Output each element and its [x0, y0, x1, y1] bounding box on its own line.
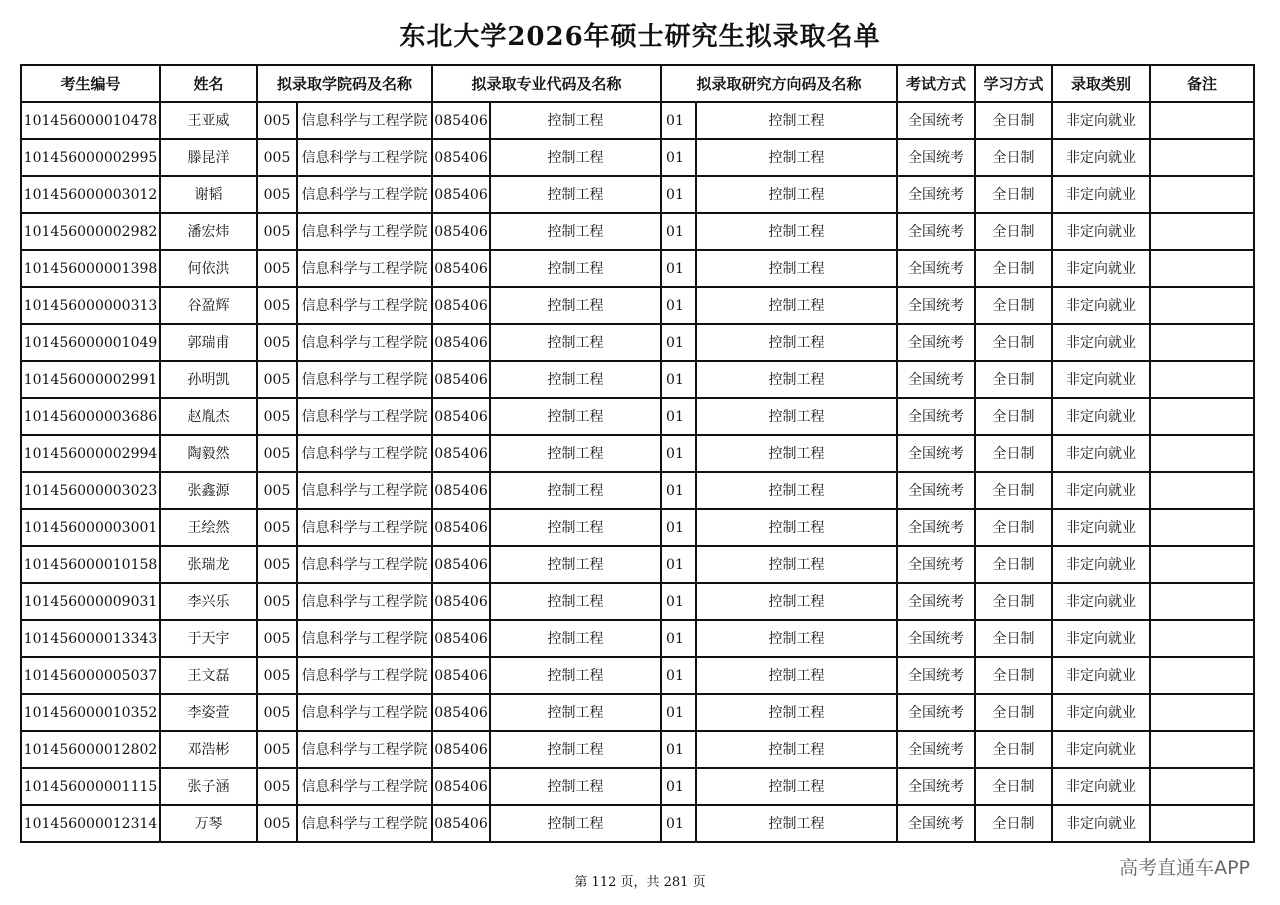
- cell-candidate-id: 101456000010478: [21, 102, 160, 139]
- cell-category: 非定向就业: [1052, 694, 1150, 731]
- cell-study-mode: 全日制: [975, 398, 1052, 435]
- cell-category: 非定向就业: [1052, 398, 1150, 435]
- cell-name: 王文磊: [160, 657, 257, 694]
- cell-category: 非定向就业: [1052, 287, 1150, 324]
- cell-exam-mode: 全国统考: [897, 287, 975, 324]
- cell-study-mode: 全日制: [975, 731, 1052, 768]
- cell-college-name: 信息科学与工程学院: [297, 139, 432, 176]
- cell-candidate-id: 101456000001049: [21, 324, 160, 361]
- cell-direction-code: 01: [661, 324, 696, 361]
- header-category: 录取类别: [1052, 65, 1150, 102]
- cell-major-name: 控制工程: [490, 472, 661, 509]
- cell-direction-code: 01: [661, 361, 696, 398]
- cell-major-name: 控制工程: [490, 324, 661, 361]
- cell-direction-code: 01: [661, 731, 696, 768]
- cell-name: 陶毅然: [160, 435, 257, 472]
- cell-name: 潘宏炜: [160, 213, 257, 250]
- cell-name: 李兴乐: [160, 583, 257, 620]
- cell-college-name: 信息科学与工程学院: [297, 657, 432, 694]
- cell-direction-name: 控制工程: [696, 176, 897, 213]
- cell-major-code: 085406: [432, 768, 490, 805]
- cell-category: 非定向就业: [1052, 546, 1150, 583]
- cell-candidate-id: 101456000010352: [21, 694, 160, 731]
- cell-direction-name: 控制工程: [696, 361, 897, 398]
- cell-major-name: 控制工程: [490, 694, 661, 731]
- cell-direction-code: 01: [661, 694, 696, 731]
- cell-direction-code: 01: [661, 250, 696, 287]
- cell-college-code: 005: [257, 176, 297, 213]
- cell-direction-name: 控制工程: [696, 287, 897, 324]
- cell-direction-code: 01: [661, 398, 696, 435]
- cell-name: 滕昆洋: [160, 139, 257, 176]
- cell-major-name: 控制工程: [490, 213, 661, 250]
- cell-direction-name: 控制工程: [696, 731, 897, 768]
- cell-college-code: 005: [257, 583, 297, 620]
- cell-exam-mode: 全国统考: [897, 472, 975, 509]
- cell-major-code: 085406: [432, 176, 490, 213]
- cell-college-name: 信息科学与工程学院: [297, 361, 432, 398]
- cell-remark: [1150, 731, 1254, 768]
- cell-college-name: 信息科学与工程学院: [297, 472, 432, 509]
- header-major: 拟录取专业代码及名称: [432, 65, 661, 102]
- cell-major-name: 控制工程: [490, 435, 661, 472]
- cell-remark: [1150, 768, 1254, 805]
- cell-study-mode: 全日制: [975, 546, 1052, 583]
- table-header-row: [21, 65, 1254, 102]
- cell-remark: [1150, 139, 1254, 176]
- cell-college-name: 信息科学与工程学院: [297, 546, 432, 583]
- watermark: 高考直通车APP: [1119, 857, 1250, 879]
- cell-direction-code: 01: [661, 213, 696, 250]
- cell-name: 于天宇: [160, 620, 257, 657]
- cell-college-name: 信息科学与工程学院: [297, 509, 432, 546]
- table-row: [21, 398, 1254, 435]
- cell-major-code: 085406: [432, 324, 490, 361]
- cell-category: 非定向就业: [1052, 657, 1150, 694]
- cell-direction-code: 01: [661, 583, 696, 620]
- header-remark: 备注: [1150, 65, 1254, 102]
- cell-direction-name: 控制工程: [696, 694, 897, 731]
- cell-candidate-id: 101456000012314: [21, 805, 160, 842]
- cell-remark: [1150, 250, 1254, 287]
- cell-major-name: 控制工程: [490, 657, 661, 694]
- cell-direction-name: 控制工程: [696, 435, 897, 472]
- table-row: [21, 768, 1254, 805]
- cell-college-code: 005: [257, 139, 297, 176]
- cell-remark: [1150, 213, 1254, 250]
- cell-direction-name: 控制工程: [696, 250, 897, 287]
- cell-exam-mode: 全国统考: [897, 324, 975, 361]
- table-row: [21, 472, 1254, 509]
- cell-college-code: 005: [257, 398, 297, 435]
- cell-major-name: 控制工程: [490, 805, 661, 842]
- cell-direction-name: 控制工程: [696, 398, 897, 435]
- cell-remark: [1150, 509, 1254, 546]
- cell-college-code: 005: [257, 472, 297, 509]
- cell-major-name: 控制工程: [490, 546, 661, 583]
- admission-table: [20, 64, 1255, 843]
- cell-direction-code: 01: [661, 509, 696, 546]
- cell-name: 孙明凯: [160, 361, 257, 398]
- cell-category: 非定向就业: [1052, 583, 1150, 620]
- cell-category: 非定向就业: [1052, 472, 1150, 509]
- cell-major-name: 控制工程: [490, 287, 661, 324]
- cell-college-name: 信息科学与工程学院: [297, 620, 432, 657]
- cell-major-code: 085406: [432, 657, 490, 694]
- cell-candidate-id: 101456000002982: [21, 213, 160, 250]
- cell-direction-name: 控制工程: [696, 509, 897, 546]
- cell-college-code: 005: [257, 324, 297, 361]
- cell-name: 张子涵: [160, 768, 257, 805]
- cell-remark: [1150, 398, 1254, 435]
- cell-candidate-id: 101456000003023: [21, 472, 160, 509]
- cell-candidate-id: 101456000003686: [21, 398, 160, 435]
- cell-direction-code: 01: [661, 287, 696, 324]
- table-row: [21, 250, 1254, 287]
- cell-college-code: 005: [257, 287, 297, 324]
- cell-college-code: 005: [257, 213, 297, 250]
- cell-direction-code: 01: [661, 620, 696, 657]
- cell-category: 非定向就业: [1052, 176, 1150, 213]
- cell-major-name: 控制工程: [490, 768, 661, 805]
- cell-study-mode: 全日制: [975, 620, 1052, 657]
- cell-college-name: 信息科学与工程学院: [297, 324, 432, 361]
- cell-college-name: 信息科学与工程学院: [297, 694, 432, 731]
- cell-direction-code: 01: [661, 102, 696, 139]
- cell-major-code: 085406: [432, 583, 490, 620]
- cell-direction-code: 01: [661, 435, 696, 472]
- cell-exam-mode: 全国统考: [897, 620, 975, 657]
- header-direction: 拟录取研究方向码及名称: [661, 65, 897, 102]
- header-candidate-id: 考生编号: [21, 65, 160, 102]
- cell-major-name: 控制工程: [490, 731, 661, 768]
- cell-remark: [1150, 694, 1254, 731]
- cell-candidate-id: 101456000002991: [21, 361, 160, 398]
- cell-study-mode: 全日制: [975, 472, 1052, 509]
- cell-major-code: 085406: [432, 509, 490, 546]
- cell-category: 非定向就业: [1052, 213, 1150, 250]
- cell-exam-mode: 全国统考: [897, 250, 975, 287]
- cell-remark: [1150, 435, 1254, 472]
- cell-college-code: 005: [257, 546, 297, 583]
- cell-direction-name: 控制工程: [696, 546, 897, 583]
- cell-study-mode: 全日制: [975, 139, 1052, 176]
- cell-major-name: 控制工程: [490, 620, 661, 657]
- cell-exam-mode: 全国统考: [897, 583, 975, 620]
- cell-name: 邓浩彬: [160, 731, 257, 768]
- cell-study-mode: 全日制: [975, 768, 1052, 805]
- header-college: 拟录取学院码及名称: [257, 65, 432, 102]
- cell-college-code: 005: [257, 694, 297, 731]
- cell-candidate-id: 101456000012802: [21, 731, 160, 768]
- cell-category: 非定向就业: [1052, 102, 1150, 139]
- table-row: [21, 694, 1254, 731]
- cell-major-code: 085406: [432, 546, 490, 583]
- cell-college-code: 005: [257, 620, 297, 657]
- cell-college-name: 信息科学与工程学院: [297, 102, 432, 139]
- cell-major-name: 控制工程: [490, 361, 661, 398]
- table-row: [21, 805, 1254, 842]
- cell-college-name: 信息科学与工程学院: [297, 768, 432, 805]
- cell-study-mode: 全日制: [975, 324, 1052, 361]
- cell-study-mode: 全日制: [975, 805, 1052, 842]
- cell-remark: [1150, 546, 1254, 583]
- cell-remark: [1150, 583, 1254, 620]
- cell-remark: [1150, 472, 1254, 509]
- table-row: [21, 102, 1254, 139]
- cell-exam-mode: 全国统考: [897, 731, 975, 768]
- cell-study-mode: 全日制: [975, 176, 1052, 213]
- cell-remark: [1150, 361, 1254, 398]
- cell-candidate-id: 101456000009031: [21, 583, 160, 620]
- cell-category: 非定向就业: [1052, 139, 1150, 176]
- table-row: [21, 213, 1254, 250]
- cell-college-name: 信息科学与工程学院: [297, 583, 432, 620]
- cell-study-mode: 全日制: [975, 287, 1052, 324]
- header-study-mode: 学习方式: [975, 65, 1052, 102]
- cell-college-code: 005: [257, 657, 297, 694]
- cell-major-code: 085406: [432, 620, 490, 657]
- cell-direction-code: 01: [661, 546, 696, 583]
- cell-exam-mode: 全国统考: [897, 176, 975, 213]
- cell-category: 非定向就业: [1052, 509, 1150, 546]
- cell-major-code: 085406: [432, 472, 490, 509]
- cell-direction-name: 控制工程: [696, 213, 897, 250]
- cell-college-name: 信息科学与工程学院: [297, 176, 432, 213]
- cell-name: 何依洪: [160, 250, 257, 287]
- cell-direction-name: 控制工程: [696, 657, 897, 694]
- cell-college-code: 005: [257, 250, 297, 287]
- cell-direction-name: 控制工程: [696, 472, 897, 509]
- cell-major-name: 控制工程: [490, 139, 661, 176]
- cell-candidate-id: 101456000003001: [21, 509, 160, 546]
- cell-college-code: 005: [257, 731, 297, 768]
- cell-exam-mode: 全国统考: [897, 139, 975, 176]
- table-row: [21, 287, 1254, 324]
- cell-name: 万琴: [160, 805, 257, 842]
- cell-study-mode: 全日制: [975, 509, 1052, 546]
- cell-category: 非定向就业: [1052, 250, 1150, 287]
- cell-category: 非定向就业: [1052, 731, 1150, 768]
- cell-name: 王绘然: [160, 509, 257, 546]
- table-row: [21, 324, 1254, 361]
- table-row: [21, 657, 1254, 694]
- cell-direction-code: 01: [661, 472, 696, 509]
- cell-candidate-id: 101456000005037: [21, 657, 160, 694]
- cell-category: 非定向就业: [1052, 805, 1150, 842]
- cell-major-name: 控制工程: [490, 583, 661, 620]
- cell-college-name: 信息科学与工程学院: [297, 398, 432, 435]
- cell-direction-name: 控制工程: [696, 768, 897, 805]
- cell-college-name: 信息科学与工程学院: [297, 287, 432, 324]
- cell-direction-code: 01: [661, 768, 696, 805]
- table-row: [21, 546, 1254, 583]
- cell-college-code: 005: [257, 435, 297, 472]
- cell-exam-mode: 全国统考: [897, 398, 975, 435]
- cell-exam-mode: 全国统考: [897, 805, 975, 842]
- cell-major-code: 085406: [432, 213, 490, 250]
- cell-direction-name: 控制工程: [696, 805, 897, 842]
- cell-major-name: 控制工程: [490, 250, 661, 287]
- cell-major-name: 控制工程: [490, 176, 661, 213]
- cell-study-mode: 全日制: [975, 657, 1052, 694]
- cell-direction-name: 控制工程: [696, 583, 897, 620]
- cell-college-name: 信息科学与工程学院: [297, 250, 432, 287]
- cell-major-code: 085406: [432, 435, 490, 472]
- cell-college-name: 信息科学与工程学院: [297, 435, 432, 472]
- cell-remark: [1150, 657, 1254, 694]
- cell-direction-code: 01: [661, 805, 696, 842]
- cell-major-code: 085406: [432, 102, 490, 139]
- cell-college-name: 信息科学与工程学院: [297, 805, 432, 842]
- cell-name: 张鑫源: [160, 472, 257, 509]
- cell-category: 非定向就业: [1052, 435, 1150, 472]
- cell-study-mode: 全日制: [975, 250, 1052, 287]
- cell-candidate-id: 101456000013343: [21, 620, 160, 657]
- cell-candidate-id: 101456000010158: [21, 546, 160, 583]
- cell-candidate-id: 101456000000313: [21, 287, 160, 324]
- cell-candidate-id: 101456000003012: [21, 176, 160, 213]
- cell-major-name: 控制工程: [490, 398, 661, 435]
- cell-direction-code: 01: [661, 139, 696, 176]
- cell-exam-mode: 全国统考: [897, 361, 975, 398]
- cell-major-code: 085406: [432, 694, 490, 731]
- cell-major-code: 085406: [432, 361, 490, 398]
- cell-direction-name: 控制工程: [696, 324, 897, 361]
- cell-college-name: 信息科学与工程学院: [297, 213, 432, 250]
- cell-name: 王亚威: [160, 102, 257, 139]
- cell-direction-code: 01: [661, 176, 696, 213]
- table-row: [21, 509, 1254, 546]
- cell-study-mode: 全日制: [975, 102, 1052, 139]
- table-row: [21, 731, 1254, 768]
- cell-category: 非定向就业: [1052, 768, 1150, 805]
- cell-remark: [1150, 805, 1254, 842]
- cell-name: 谷盈辉: [160, 287, 257, 324]
- cell-candidate-id: 101456000002995: [21, 139, 160, 176]
- cell-exam-mode: 全国统考: [897, 546, 975, 583]
- cell-remark: [1150, 176, 1254, 213]
- cell-direction-name: 控制工程: [696, 139, 897, 176]
- cell-study-mode: 全日制: [975, 583, 1052, 620]
- cell-category: 非定向就业: [1052, 620, 1150, 657]
- cell-name: 谢韬: [160, 176, 257, 213]
- cell-category: 非定向就业: [1052, 361, 1150, 398]
- cell-exam-mode: 全国统考: [897, 213, 975, 250]
- cell-candidate-id: 101456000002994: [21, 435, 160, 472]
- cell-direction-code: 01: [661, 657, 696, 694]
- cell-college-code: 005: [257, 805, 297, 842]
- cell-major-code: 085406: [432, 398, 490, 435]
- table-row: [21, 361, 1254, 398]
- cell-candidate-id: 101456000001398: [21, 250, 160, 287]
- table-row: [21, 435, 1254, 472]
- cell-major-code: 085406: [432, 731, 490, 768]
- cell-study-mode: 全日制: [975, 361, 1052, 398]
- cell-study-mode: 全日制: [975, 694, 1052, 731]
- cell-direction-name: 控制工程: [696, 620, 897, 657]
- cell-major-name: 控制工程: [490, 509, 661, 546]
- cell-study-mode: 全日制: [975, 435, 1052, 472]
- cell-name: 赵胤杰: [160, 398, 257, 435]
- cell-direction-name: 控制工程: [696, 102, 897, 139]
- cell-name: 郭瑞甫: [160, 324, 257, 361]
- cell-exam-mode: 全国统考: [897, 102, 975, 139]
- cell-exam-mode: 全国统考: [897, 694, 975, 731]
- cell-college-code: 005: [257, 509, 297, 546]
- cell-exam-mode: 全国统考: [897, 509, 975, 546]
- cell-candidate-id: 101456000001115: [21, 768, 160, 805]
- cell-major-code: 085406: [432, 250, 490, 287]
- cell-college-name: 信息科学与工程学院: [297, 731, 432, 768]
- cell-study-mode: 全日制: [975, 213, 1052, 250]
- header-name: 姓名: [160, 65, 257, 102]
- table-row: [21, 583, 1254, 620]
- cell-major-code: 085406: [432, 139, 490, 176]
- table-row: [21, 139, 1254, 176]
- cell-college-code: 005: [257, 768, 297, 805]
- cell-major-code: 085406: [432, 287, 490, 324]
- cell-category: 非定向就业: [1052, 324, 1150, 361]
- header-exam-mode: 考试方式: [897, 65, 975, 102]
- cell-major-name: 控制工程: [490, 102, 661, 139]
- document-title: 东北大学2026年硕士研究生拟录取名单: [399, 22, 881, 52]
- cell-exam-mode: 全国统考: [897, 435, 975, 472]
- table-row: [21, 176, 1254, 213]
- cell-remark: [1150, 287, 1254, 324]
- cell-college-code: 005: [257, 102, 297, 139]
- cell-remark: [1150, 102, 1254, 139]
- cell-name: 李姿萱: [160, 694, 257, 731]
- cell-remark: [1150, 620, 1254, 657]
- cell-name: 张瑞龙: [160, 546, 257, 583]
- cell-exam-mode: 全国统考: [897, 768, 975, 805]
- cell-remark: [1150, 324, 1254, 361]
- cell-exam-mode: 全国统考: [897, 657, 975, 694]
- table-row: [21, 620, 1254, 657]
- cell-college-code: 005: [257, 361, 297, 398]
- cell-major-code: 085406: [432, 805, 490, 842]
- page-number: 第 112 页，共 281 页: [574, 875, 706, 890]
